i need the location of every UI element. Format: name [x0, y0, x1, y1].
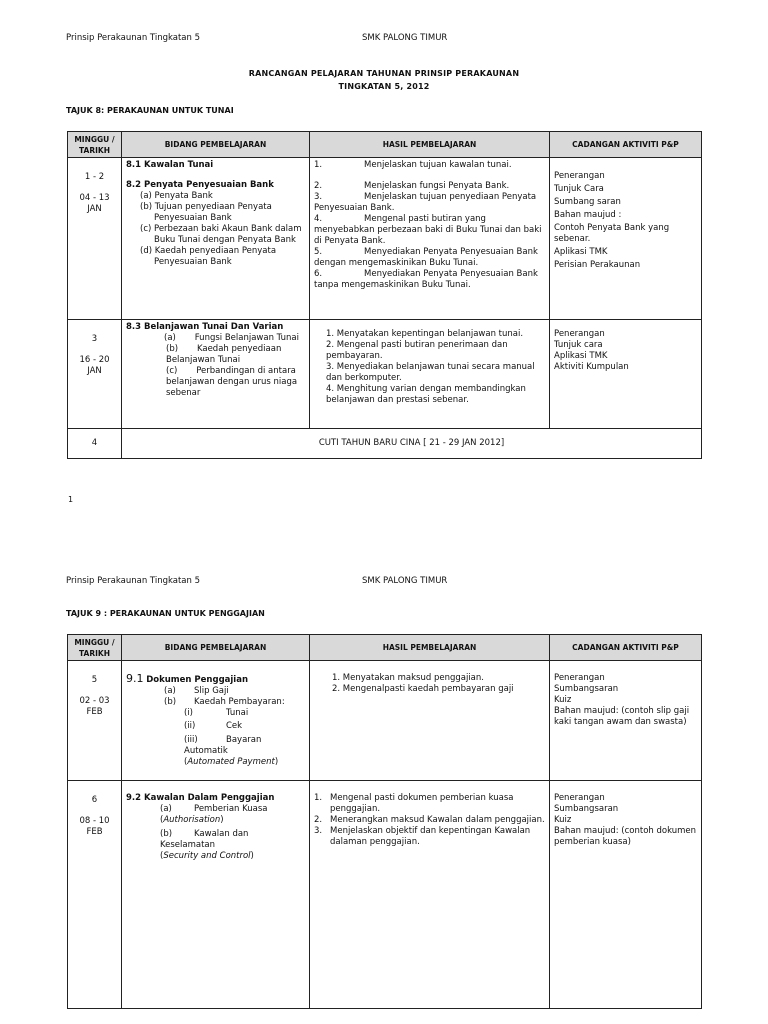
list-item: (b) Tujuan penyediaan Penyata Penyesuaian Bank: [140, 202, 272, 223]
hasil-cell: 1. Menyatakan maksud penggajian. 2. Mengenalpasti kaedah pembayaran gaji: [310, 661, 550, 781]
col-bidang: BIDANG PEMBELAJARAN: [122, 132, 310, 158]
bidang-cell: 8.1 Kawalan Tunai 8.2 Penyata Penyesuaian Bank (a) Penyata Bank (b) Tujuan penyediaan Penyata Penyesuaian Bank (c) Perbezaan baki Akaun Bank dalam Buku Tunai dengan Penyata Bank (d) Kaedah penyediaan Penyata Penyesuaian Bank: [122, 158, 310, 320]
table-header-row: [68, 132, 702, 158]
document-subtitle: TINGKATAN 5, 2012: [338, 82, 430, 91]
list-item: (c) Perbezaan baki Akaun Bank dalam Buku Tunai dengan Penyata Bank: [140, 224, 302, 245]
col-cadangan: CADANGAN AKTIVITI P&P: [550, 132, 702, 158]
table-row: [68, 781, 702, 1009]
topic-9-heading: TAJUK 9 : PERAKAUNAN UNTUK PENGGAJIAN: [66, 609, 265, 618]
page-header-left: Prinsip Perakaunan Tingkatan 5: [66, 576, 201, 586]
cadangan-cell: Penerangan Tunjuk cara Aplikasi TMK Aktiviti Kumpulan: [550, 320, 702, 429]
page-header-left: Prinsip Perakaunan Tingkatan 5: [66, 33, 201, 43]
table-header-row: [68, 635, 702, 661]
document-title: RANCANGAN PELAJARAN TAHUNAN PRINSIP PERAKAUNAN: [248, 69, 520, 78]
bidang-cell: 8.3 Belanjawan Tunai Dan Varian (a) Fungsi Belanjawan Tunai (b) Kaedah penyediaan Belanjawan Tunai (c) Perbandingan di antara belanjawan dengan urus niaga sebenar: [122, 320, 310, 429]
cadangan-cell: Penerangan Tunjuk Cara Sumbang saran Bahan maujud : Contoh Penyata Bank yang sebenar. Aplikasi TMK Perisian Perakaunan: [550, 158, 702, 320]
cadangan-cell: Penerangan Sumbangsaran Kuiz Bahan maujud: (contoh slip gaji kaki tangan awam dan swasta): [550, 661, 702, 781]
week-cell: 5 02 - 03 FEB: [68, 661, 122, 781]
list-item: (d) Kaedah penyediaan Penyata Penyesuaian Bank: [140, 246, 277, 267]
topic-8-heading: TAJUK 8: PERAKAUNAN UNTUK TUNAI: [66, 106, 234, 115]
page-header-center: SMK PALONG TIMUR: [362, 33, 448, 43]
bidang-cell: 9.1 Dokumen Penggajian (a) Slip Gaji (b) Kaedah Pembayaran: (i) Tunai (ii) Cek (iii) Bayaran Automatik (Automated Payment): [122, 661, 310, 781]
col-cadangan: CADANGAN AKTIVITI P&P: [550, 635, 702, 661]
hasil-cell: 1. Menjelaskan tujuan kawalan tunai. 2. Menjelaskan fungsi Penyata Bank. 3. Menjelaskan tujuan penyediaan Penyata Penyesuaian Bank. 4. Mengenal pasti butiran yang menyebabkan perbezaan baki di Buku Tunai dan baki di Penyata Bank. 5. Menyediakan Penyata Penyesuaian Bank dengan mengemaskinikan Buku Tunai. 6. Menyediakan Penyata Penyesuaian Bank tanpa mengemaskinikan Buku Tunai.: [310, 158, 550, 320]
holiday-cell: CUTI TAHUN BARU CINA [ 21 - 29 JAN 2012]: [122, 429, 702, 459]
bidang-cell: 9.2 Kawalan Dalam Penggajian (a) Pemberian Kuasa (Authorisation) (b) Kawalan dan Keselamatan (Security and Control): [122, 781, 310, 1009]
col-minggu: MINGGU / TARIKH: [68, 635, 122, 661]
col-hasil: HASIL PEMBELAJARAN: [310, 132, 550, 158]
hasil-cell: 1. Menyatakan kepentingan belanjawan tunai. 2. Mengenal pasti butiran penerimaan dan pembayaran. 3. Menyediakan belanjawan tunai secara manual dan berkomputer. 4. Menghitung varian dengan membandingkan belanjawan dan prestasi sebenar.: [310, 320, 550, 429]
col-bidang: BIDANG PEMBELAJARAN: [122, 635, 310, 661]
plan-table-topic-9: [67, 634, 702, 1009]
week-cell: 4: [68, 429, 122, 459]
week-cell: 1 - 2 04 - 13 JAN: [68, 158, 122, 320]
page-number: 1: [68, 495, 74, 504]
page-header-center: SMK PALONG TIMUR: [362, 576, 448, 586]
week-cell: 6 08 - 10 FEB: [68, 781, 122, 1009]
table-row: [68, 429, 702, 459]
cadangan-cell: Penerangan Sumbangsaran Kuiz Bahan maujud: (contoh dokumen pemberian kuasa): [550, 781, 702, 1009]
table-row: [68, 158, 702, 320]
col-minggu: MINGGU / TARIKH: [68, 132, 122, 158]
table-row: [68, 320, 702, 429]
week-cell: 3 16 - 20 JAN: [68, 320, 122, 429]
list-item: (a) Penyata Bank: [140, 191, 213, 201]
col-hasil: HASIL PEMBELAJARAN: [310, 635, 550, 661]
hasil-cell: 1. Mengenal pasti dokumen pemberian kuasa penggajian. 2. Menerangkan maksud Kawalan dalam penggajian. 3. Menjelaskan objektif dan kepentingan Kawalan dalaman penggajian.: [310, 781, 550, 1009]
table-row: [68, 661, 702, 781]
plan-table-topic-8: [67, 131, 702, 459]
